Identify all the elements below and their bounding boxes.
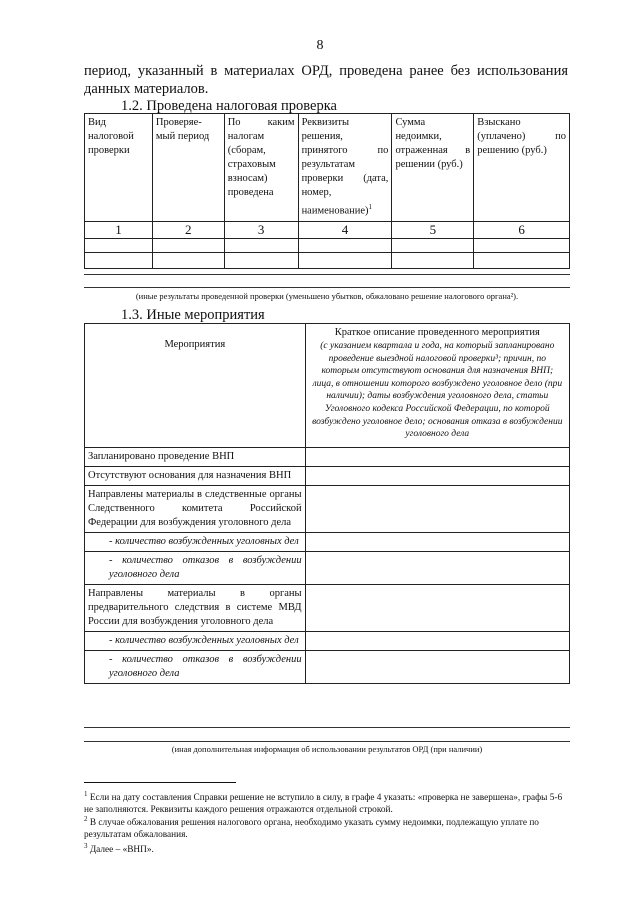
header-period: Проверяе-мый период: [152, 114, 224, 222]
table-row: [85, 467, 570, 486]
fill-line: [84, 287, 570, 288]
fill-line: [84, 727, 570, 728]
header-taxes: По каким налогам (сборам, страховым взносам) проведена: [224, 114, 298, 222]
row-label: Запланировано проведение ВНП: [85, 448, 306, 467]
footnote-1: [84, 788, 570, 816]
footnote-3: [84, 840, 570, 856]
footnote-separator: [84, 782, 236, 783]
section-1-3-caption: (иная дополнительная информация об использовании результатов ОРД (при наличии): [171, 744, 483, 754]
header-measures: Мероприятия: [85, 324, 306, 448]
table-row: [85, 533, 570, 552]
footnote-mark: 2: [84, 815, 88, 823]
column-number: 6: [474, 221, 570, 238]
tax-audit-table: [84, 113, 570, 269]
header-arrears: Сумма недоимки, отраженная в решении (руб.): [392, 114, 474, 222]
section-1-2-caption: (иные результаты проведенной проверки (уменьшено убытков, обжаловано решение налогового органа²).: [135, 291, 519, 301]
row-value: [305, 651, 569, 684]
table-row: [85, 585, 570, 632]
table-row: [85, 486, 570, 533]
row-label: - количество отказов в возбуждении уголовного дела: [85, 552, 306, 585]
row-value: [305, 486, 569, 533]
fill-line: [84, 741, 570, 742]
header-description-note: (с указанием квартала и года, на который запланировано проведение выездной налоговой проверки³; причин, по которым отсутствуют основания для назначения ВНП; лица, в отношении которого возбуждено уголовное дело (при наличии); даты возбуждения уголовного дела, статьи Уголовного кодекса Российской Федерации, по которой возбуждено уголовное дело; основания отказа в возбуждении уголовного дела: [312, 341, 563, 440]
row-label: Отсутствуют основания для назначения ВНП: [85, 467, 306, 486]
table-header-row: [85, 114, 570, 222]
table-row: [85, 448, 570, 467]
row-value: [305, 632, 569, 651]
table-header-row: [85, 324, 570, 448]
fill-line: [84, 274, 570, 275]
header-audit-type: Вид налоговой проверки: [85, 114, 153, 222]
section-heading-1-3: 1.3. Иные мероприятия: [121, 307, 265, 323]
footnote-ref-1: 1: [368, 203, 373, 211]
column-number: 3: [224, 221, 298, 238]
column-number: 4: [298, 221, 392, 238]
row-value: [305, 533, 569, 552]
table-row: [85, 552, 570, 585]
row-label: - количество возбужденных уголовных дел: [85, 632, 306, 651]
table-row: [85, 651, 570, 684]
row-label: Направлены материалы в следственные органы Следственного комитета Российской Федерации для возбуждения уголовного дела: [85, 486, 306, 533]
header-decision-text: Реквизиты решения, принятого по результатам проверки (дата, номер, наименование): [301, 117, 389, 217]
footnote-mark: 1: [84, 790, 88, 798]
column-number: 1: [85, 221, 153, 238]
row-label: Направлены материалы в органы предварительного следствия в системе МВД России для возбуждения уголовного дела: [85, 585, 306, 632]
footnote-text: Далее – «ВНП».: [89, 845, 154, 856]
row-value: [305, 585, 569, 632]
row-value: [305, 467, 569, 486]
header-description: [305, 324, 569, 448]
footnote-text: Если на дату составления Справки решение не вступило в силу, в графе 4 указать: «проверка не завершена», графы 5-6 не заполняются. Реквизиты каждого решения отражаются отдельной строкой.: [84, 793, 563, 816]
empty-row: [85, 238, 570, 252]
intro-paragraph: период, указанный в материалах ОРД, проведена ранее без использования данных материалов.: [84, 63, 568, 97]
section-heading-1-2: 1.2. Проведена налоговая проверка: [121, 98, 337, 114]
row-value: [305, 448, 569, 467]
other-measures-table: [84, 323, 570, 684]
header-decision: [298, 114, 392, 222]
footnote-text: В случае обжалования решения налогового органа, необходимо указать сумму недоимки, подлежащую уплате по результатам обжалования.: [84, 818, 539, 841]
page-number: 8: [316, 38, 324, 53]
column-number-row: [85, 221, 570, 238]
footnote-2: [84, 813, 570, 841]
row-label: - количество отказов в возбуждении уголовного дела: [85, 651, 306, 684]
table-row: [85, 632, 570, 651]
row-label: - количество возбужденных уголовных дел: [85, 533, 306, 552]
column-number: 2: [152, 221, 224, 238]
row-value: [305, 552, 569, 585]
column-number: 5: [392, 221, 474, 238]
header-description-title: Краткое описание проведенного мероприятия: [334, 327, 540, 338]
header-collected: Взыскано (уплачено) по решению (руб.): [474, 114, 570, 222]
footnote-mark: 3: [84, 842, 88, 850]
empty-row: [85, 252, 570, 268]
